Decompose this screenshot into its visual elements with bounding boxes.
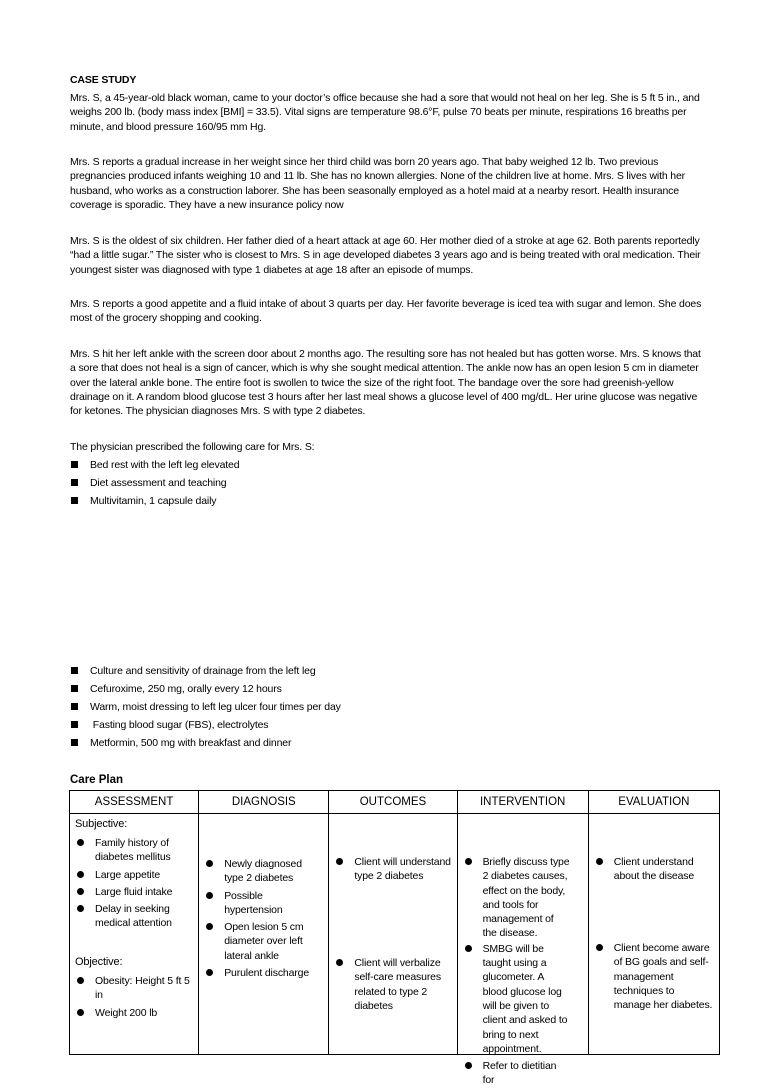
evaluation-item: Client understand about the disease xyxy=(593,855,714,884)
list-item: Culture and sensitivity of drainage from the left leg xyxy=(70,662,341,680)
intervention-list xyxy=(462,855,570,1091)
assessment-cell xyxy=(70,814,199,1055)
list-item: Obesity: Height 5 ft 5 in xyxy=(74,974,192,1003)
round-bullet-icon xyxy=(77,905,84,912)
round-bullet-icon xyxy=(206,860,213,867)
paragraph-injury: Mrs. S hit her left ankle with the screen door about 2 months ago. The resulting sore has not healed but has gotten worse. Mrs. S knows that a sore that does not heal is a sign of cancer, which is why she sought medical attention. The ankle now has an open lesion 5 cm in diameter over the lateral ankle bone. The entire foot is swollen to twice the size of the right foot. The bandage over the sore had greenish-yellow drainage on it. A random blood glucose test 3 hours after her last meal shows a glucose level of 400 mg/dL. Her urine glucose was negative for ketones. The physician diagnoses Mrs. S with type 2 diabetes. xyxy=(70,348,701,418)
paragraph-weight-history: Mrs. S reports a gradual increase in her weight since her third child was born 20 years ago. That baby weighed 12 lb. Two previous pregnancies produced infants weighing 10 and 11 lb. She has no known allergies. None of the children live at home. Mrs. S lives with her husband, who works as a construction laborer. She has been seasonally employed as a hotel maid at a nearby resort. Health insurance coverage is sporadic. They have a new insurance policy now xyxy=(70,156,686,211)
subjective-list xyxy=(74,836,192,934)
list-item: Bed rest with the left leg elevated xyxy=(70,456,239,474)
header-diagnosis: DIAGNOSIS xyxy=(199,791,329,814)
list-item: Refer to dietitian for xyxy=(462,1059,570,1088)
round-bullet-icon xyxy=(465,1062,472,1069)
list-item: Multivitamin, 1 capsule daily xyxy=(70,492,239,510)
case-study-heading: CASE STUDY xyxy=(70,74,137,86)
list-item: Newly diagnosed type 2 diabetes xyxy=(203,857,321,886)
objective-list xyxy=(74,974,192,1023)
list-item: Briefly discuss type 2 diabetes causes, effect on the body, and tools for management of the disease. xyxy=(462,855,570,941)
prescribed-care-list-2 xyxy=(70,662,341,752)
list-item: Cefuroxime, 250 mg, orally every 12 hours xyxy=(70,680,341,698)
outcome-item: Client will understand type 2 diabetes xyxy=(333,855,451,884)
paragraph-diet: Mrs. S reports a good appetite and a fluid intake of about 3 quarts per day. Her favorite beverage is iced tea with sugar and lemon. She does most of the grocery shopping and cooking. xyxy=(70,298,702,325)
evaluation-item: Client become aware of BG goals and self-management techniques to manage her diabetes. xyxy=(593,941,714,1012)
list-item: Warm, moist dressing to left leg ulcer four times per day xyxy=(70,698,341,716)
square-bullet-icon xyxy=(71,739,78,746)
round-bullet-icon xyxy=(206,969,213,976)
square-bullet-icon xyxy=(71,461,78,468)
square-bullet-icon xyxy=(71,703,78,710)
square-bullet-icon xyxy=(71,721,78,728)
diagnosis-cell xyxy=(199,814,329,1055)
round-bullet-icon xyxy=(465,858,472,865)
round-bullet-icon xyxy=(206,923,213,930)
round-bullet-icon xyxy=(336,858,343,865)
square-bullet-icon xyxy=(71,497,78,504)
care-plan-table xyxy=(69,790,720,1087)
list-item: Open lesion 5 cm diameter over left lateral ankle xyxy=(203,920,321,963)
list-item: Delay in seeking medical attention xyxy=(74,902,192,931)
round-bullet-icon xyxy=(596,858,603,865)
header-intervention: INTERVENTION xyxy=(457,791,588,814)
list-item: Purulent discharge xyxy=(203,966,321,980)
header-outcomes: OUTCOMES xyxy=(329,791,457,814)
paragraph-prescription-intro: The physician prescribed the following care for Mrs. S: xyxy=(70,441,315,453)
round-bullet-icon xyxy=(77,977,84,984)
list-item: Weight 200 lb xyxy=(74,1006,192,1020)
diagnosis-list xyxy=(203,857,321,983)
evaluation-cell xyxy=(588,814,719,1055)
header-evaluation: EVALUATION xyxy=(588,791,719,814)
paragraph-presentation: Mrs. S, a 45-year-old black woman, came to your doctor’s office because she had a sore that would not heal on her leg. She is 5 ft 5 in., and weighs 200 lb. (body mass index [BMI] = 33.5). Vital signs are temperature 98.6°F, pulse 70 beats per minute, respirations 16 breaths per minute, and blood pressure 160/95 mm Hg. xyxy=(70,92,700,133)
outcome-item: Client will verbalize self-care measures related to type 2 diabetes xyxy=(333,956,451,1013)
list-item: Large fluid intake xyxy=(74,885,192,899)
subjective-label: Subjective: xyxy=(75,818,128,830)
outcomes-cell xyxy=(329,814,457,1055)
round-bullet-icon xyxy=(206,892,213,899)
round-bullet-icon xyxy=(77,871,84,878)
objective-label: Objective: xyxy=(75,956,123,968)
round-bullet-icon xyxy=(596,944,603,951)
list-item: Fasting blood sugar (FBS), electrolytes xyxy=(70,716,341,734)
square-bullet-icon xyxy=(71,479,78,486)
list-item: Diet assessment and teaching xyxy=(70,474,239,492)
prescribed-care-list-1 xyxy=(70,456,239,510)
intervention-cell xyxy=(457,814,588,1087)
paragraph-family-history: Mrs. S is the oldest of six children. Her father died of a heart attack at age 60. Her mother died of a stroke at age 62. Both parents reportedly “had a little sugar.” The sister who is closest to Mrs. S in age developed diabetes 3 years ago and is being treated with oral medication. Their youngest sister was diagnosed with type 1 diabetes at age 18 after an episode of mumps. xyxy=(70,235,701,276)
square-bullet-icon xyxy=(71,667,78,674)
round-bullet-icon xyxy=(77,839,84,846)
list-item: Possible hypertension xyxy=(203,889,321,918)
round-bullet-icon xyxy=(77,1009,84,1016)
square-bullet-icon xyxy=(71,685,78,692)
list-item: SMBG will be taught using a glucometer. A blood glucose log will be given to client and asked to bring to next appointment. xyxy=(462,942,570,1056)
table-row xyxy=(70,814,720,1055)
table-header-row xyxy=(70,791,720,814)
list-item: Large appetite xyxy=(74,868,192,882)
list-item: Metformin, 500 mg with breakfast and dinner xyxy=(70,734,341,752)
header-assessment: ASSESSMENT xyxy=(70,791,199,814)
round-bullet-icon xyxy=(465,945,472,952)
round-bullet-icon xyxy=(336,959,343,966)
list-item: Family history of diabetes mellitus xyxy=(74,836,192,865)
care-plan-title: Care Plan xyxy=(70,774,124,786)
round-bullet-icon xyxy=(77,888,84,895)
